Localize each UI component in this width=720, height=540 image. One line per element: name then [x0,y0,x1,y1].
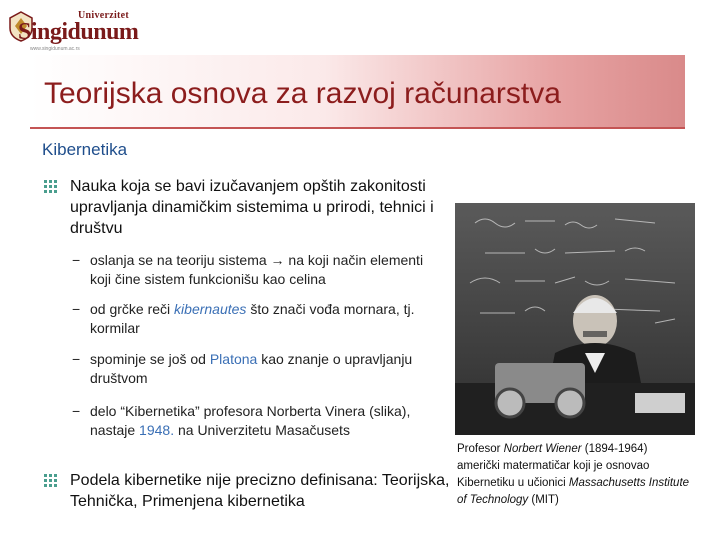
subbullet-text: oslanja se na teoriju sistema → na koji način elementi koji čine sistem funkcionišu kao celina [90,252,424,287]
text-segment: na Univerzitetu Masačusets [174,422,350,438]
text-segment: delo “Kibernetika” profesora Norberta Vinera (slika), nastaje [90,403,411,438]
text-segment: kao znanje o upravljanju društvom [90,351,413,386]
title-bar [30,55,685,129]
text-segment: što znači vođa mornara, tj. kormilar [90,301,415,336]
bullet-text: Nauka koja se bavi izučavanjem opštih zakonitosti upravljanja dinamičkim sistemima u prirodi, tehnici i društvu [70,178,434,237]
highlight-term: 1948. [139,422,175,438]
subbullet-item [72,300,435,338]
caption-segment: američki matermatičar koji je osnovao Kibernetiku u učionici [457,460,650,489]
text-segment: spominje se još od [90,351,210,367]
dash-marker: − [72,252,81,268]
portrait-photo [455,203,695,435]
caption-institution: Massachusetts Institute of Technology [457,477,690,506]
slide-title: Teorijska osnova za razvoj računarstva [44,77,561,110]
highlight-term: Platona [209,351,258,367]
subbullet-item [72,350,435,388]
university-logo [8,8,139,52]
highlight-term: kibernautes [174,301,247,317]
subbullet-item [72,251,435,289]
caption-name: Norbert Wiener [503,443,582,455]
logo-university-label: Univerzitet [78,10,130,21]
dash-marker: − [72,351,81,367]
section-heading: Kibernetika [42,140,128,159]
bullet-text: Podela kibernetike nije precizno definisana: Teorijska, Tehnička, Primenjena kibernetika [70,472,450,510]
logo-url: www.singidunum.ac.rs [30,46,80,52]
caption-segment: (1894-1964) [581,443,648,455]
subbullet-text [90,300,435,338]
caption-segment: Profesor [457,443,504,455]
photo-caption [457,441,697,509]
dash-marker: − [72,301,81,317]
subbullet-text [90,402,435,440]
logo-name: Singidunum [18,19,139,45]
bullet-icon [44,180,57,193]
bullet-icon [44,474,57,487]
subbullet-item [72,402,435,440]
subbullet-text [90,350,435,388]
text-segment: od grčke reči [90,301,175,317]
caption-segment: (MIT) [528,494,559,506]
dash-marker: − [72,403,81,419]
